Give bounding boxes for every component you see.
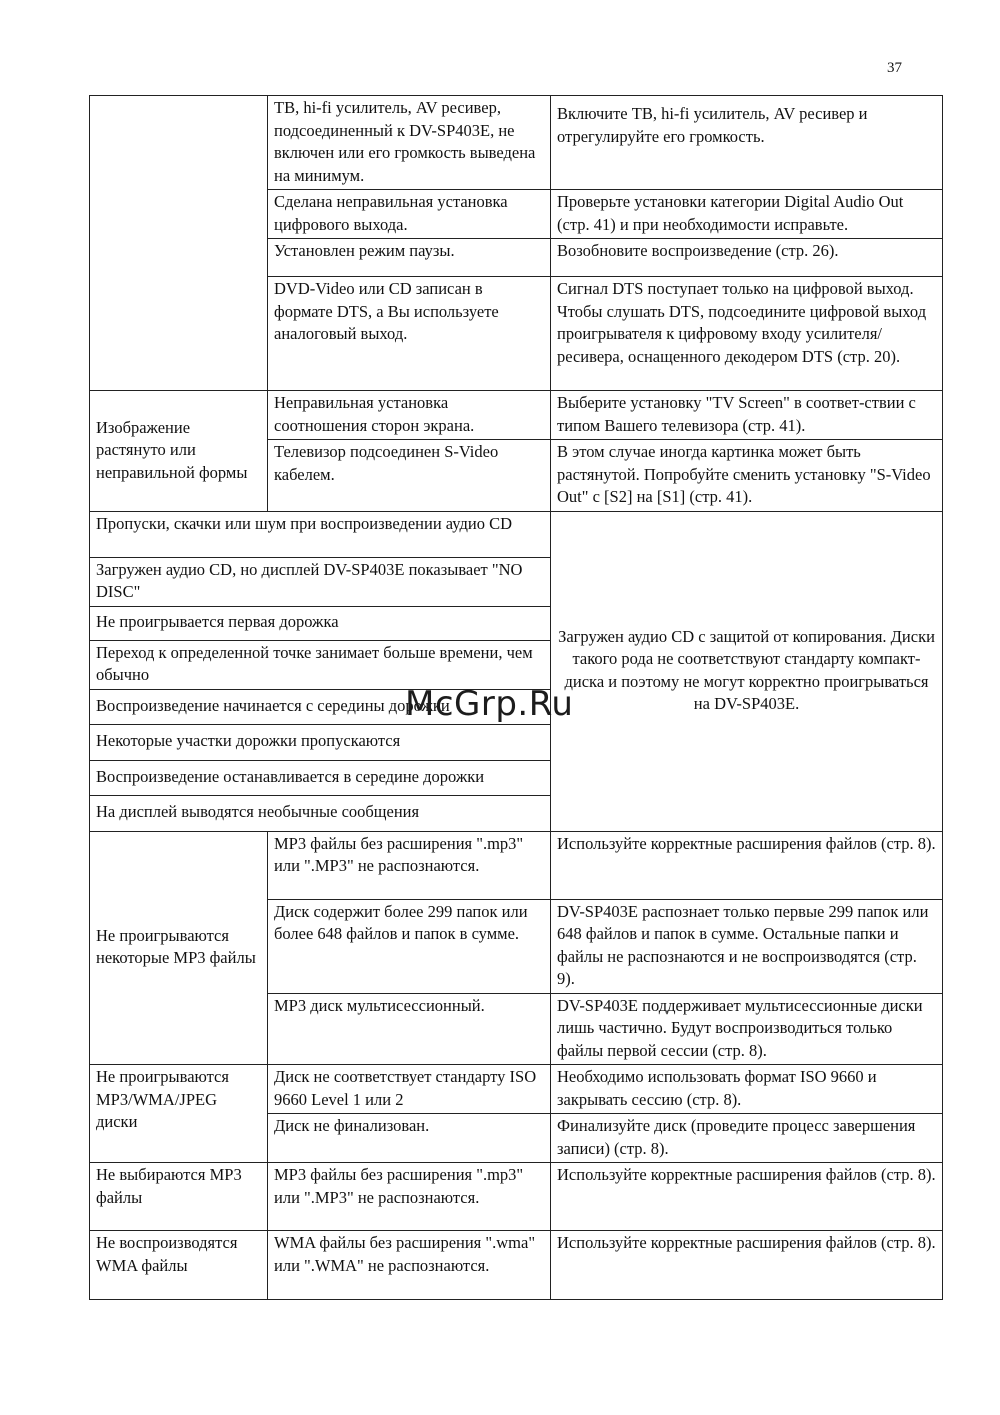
table-row — [90, 96, 943, 190]
cause-cell: DVD-Video или CD записан в формате DTS, а Вы используете аналоговый выход. — [268, 277, 551, 391]
remedy-cell: В этом случае иногда картинка может быть растянутой. Попробуйте сменить установку "S-Video Out" с [S2] на [S1] (стр. 41). — [551, 440, 943, 512]
remedy-cell: Выберите установку "TV Screen" в соответ-ствии с типом Вашего телевизора (стр. 41). — [551, 391, 943, 440]
table-row — [90, 1065, 943, 1114]
table-row — [90, 391, 943, 440]
cause-cell: ТВ, hi-fi усилитель, AV ресивер, подсоединенный к DV-SP403E, не включен или его громкость выведена на минимум. — [268, 96, 551, 190]
cause-cell: WMA файлы без расширения ".wma" или ".WMA" не распознаются. — [268, 1231, 551, 1300]
remedy-cell: DV-SP403E поддерживает мультисессионные диски лишь частично. Будут воспроизводиться только файлы первой сессии (стр. 8). — [551, 993, 943, 1065]
cause-cell: MP3 файлы без расширения ".mp3" или ".MP3" не распознаются. — [268, 1163, 551, 1231]
cause-cell: Сделана неправильная установка цифрового выхода. — [268, 190, 551, 239]
cause-cell: MP3 диск мультисессионный. — [268, 993, 551, 1065]
remedy-cell: Возобновите воспроизведение (стр. 26). — [551, 239, 943, 277]
problem-cell: Не проигрываются MP3/WMA/JPEG диски — [90, 1065, 268, 1163]
remedy-cell: Необходимо использовать формат ISO 9660 и закрывать сессию (стр. 8). — [551, 1065, 943, 1114]
problem-cell: Не проигрывается первая дорожка — [90, 606, 551, 640]
problem-cell: Воспроизведение начинается с середины дорожки — [90, 689, 551, 724]
remedy-cell: Сигнал DTS поступает только на цифровой выход. Чтобы слушать DTS, подсоедините цифровой выход проигрывателя к цифровому входу усилителя/ресивера, оснащенного декодером DTS (стр. 20). — [551, 277, 943, 391]
problem-cell — [90, 96, 268, 391]
problem-cell: Не выбираются MP3 файлы — [90, 1163, 268, 1231]
problem-cell: Загружен аудио CD, но дисплей DV-SP403E показывает "NO DISC" — [90, 557, 551, 606]
problem-cell: На дисплей выводятся необычные сообщения — [90, 795, 551, 831]
problem-cell: Переход к определенной точке занимает больше времени, чем обычно — [90, 640, 551, 689]
problem-cell: Не воспроизводятся WMA файлы — [90, 1231, 268, 1300]
remedy-cell: Используйте корректные расширения файлов (стр. 8). — [551, 1231, 943, 1300]
cause-cell: Неправильная установка соотношения сторон экрана. — [268, 391, 551, 440]
problem-cell: Воспроизведение останавливается в середине дорожки — [90, 760, 551, 795]
remedy-cell: DV-SP403E распознает только первые 299 папок или 648 файлов и папок в сумме. Остальные папки и файлы не распознаются и не воспроизводятся (стр. 9). — [551, 899, 943, 993]
cause-cell: Диск не соответствует стандарту ISO 9660 Level 1 или 2 — [268, 1065, 551, 1114]
problem-cell: Пропуски, скачки или шум при воспроизведении аудио CD — [90, 511, 551, 557]
cause-cell: Диск содержит более 299 папок или более 648 файлов и папок в сумме. — [268, 899, 551, 993]
page-number: 37 — [887, 60, 902, 76]
cause-cell: Диск не финализован. — [268, 1114, 551, 1163]
remedy-cell: Используйте корректные расширения файлов (стр. 8). — [551, 831, 943, 899]
remedy-cell: Загружен аудио CD с защитой от копирования. Диски такого рода не соответствуют стандарту компакт-диска и поэтому не могут корректно проигрываться на DV-SP403E. — [551, 511, 943, 831]
cause-cell: Телевизор подсоединен S-Video кабелем. — [268, 440, 551, 512]
table-row — [90, 1231, 943, 1300]
cause-cell: MP3 файлы без расширения ".mp3" или ".MP3" не распознаются. — [268, 831, 551, 899]
cause-cell: Установлен режим паузы. — [268, 239, 551, 277]
table-row — [90, 831, 943, 899]
table-row — [90, 1163, 943, 1231]
problem-cell: Изображение растянуто или неправильной формы — [90, 391, 268, 512]
problem-cell: Не проигрываются некоторые MP3 файлы — [90, 831, 268, 1065]
remedy-cell: Финализуйте диск (проведите процесс завершения записи) (стр. 8). — [551, 1114, 943, 1163]
problem-cell: Некоторые участки дорожки пропускаются — [90, 724, 551, 760]
table-row — [90, 511, 943, 557]
remedy-cell: Используйте корректные расширения файлов (стр. 8). — [551, 1163, 943, 1231]
watermark-text: McGrp.Ru — [405, 684, 574, 724]
remedy-cell: Проверьте установки категории Digital Audio Out (стр. 41) и при необходимости исправьте. — [551, 190, 943, 239]
remedy-cell: Включите ТВ, hi-fi усилитель, AV ресивер и отрегулируйте его громкость. — [551, 96, 943, 190]
